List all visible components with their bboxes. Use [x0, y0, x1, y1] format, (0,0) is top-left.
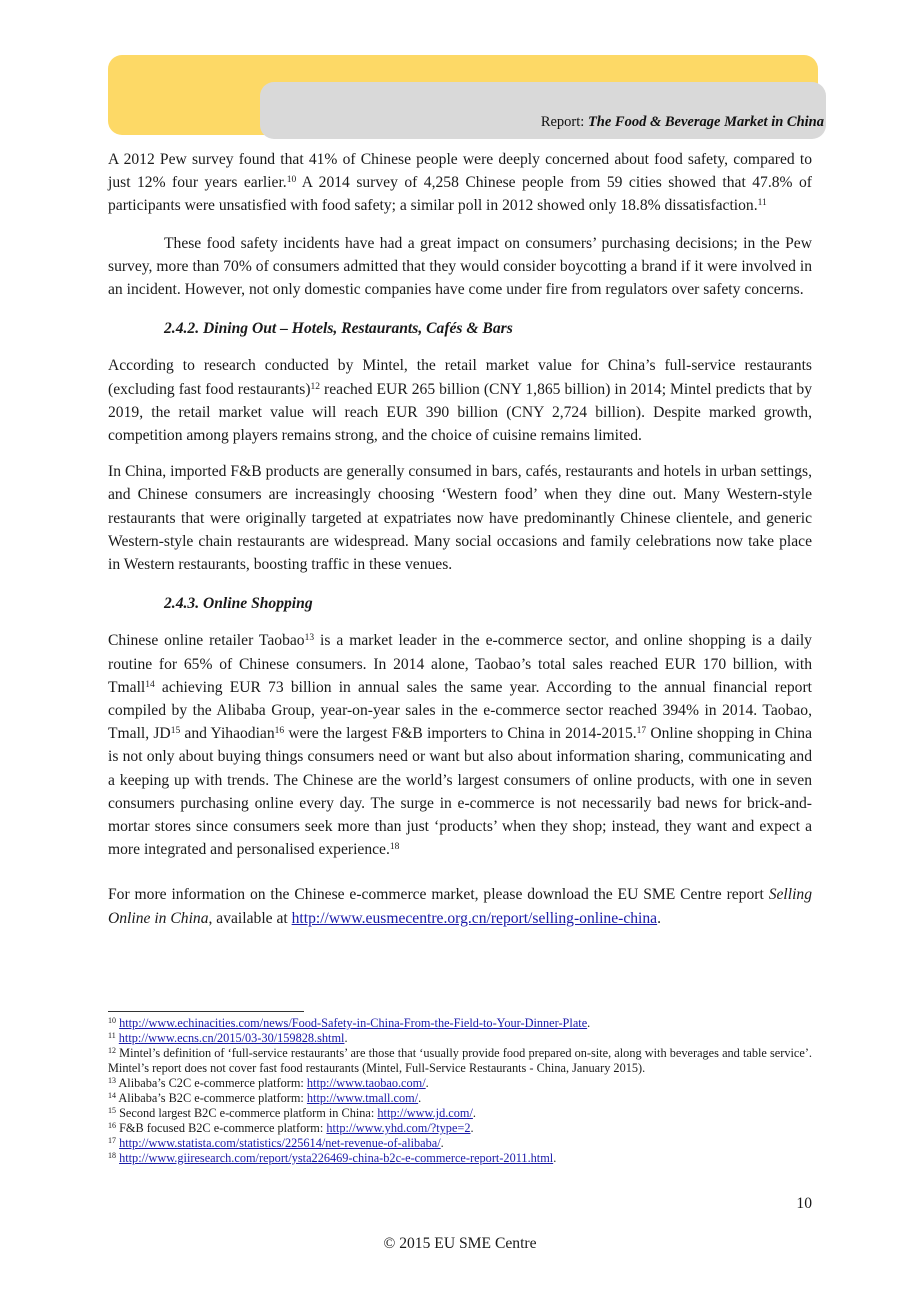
footnote-link[interactable]: http://www.echinacities.com/news/Food-Safety-in-China-From-the-Field-to-Your-Dinner-Plate	[119, 1016, 588, 1030]
footnotes-list	[108, 1016, 812, 1166]
footnote-number: 14	[108, 1091, 116, 1100]
footnote-link[interactable]: http://www.statista.com/statistics/225614/net-revenue-of-alibaba/	[119, 1136, 441, 1150]
footnote-item: $^{13}$ Alibaba’s C2C e-commerce platform: http://www.taobao.com/.	[108, 1076, 429, 1090]
footnote-number: 16	[108, 1121, 116, 1130]
paragraph-online-retail: Chinese online retailer Taobao$^{13}$ is a market leader in the e-commerce sector, and online shopping is a daily routine for 65% of Chinese consumers. In 2014 alone, Taobao’s total sales reached EUR 170 billion, with Tmall$^{14}$ achieving EUR 73 billion in annual sales the same year. According to the annual financial report compiled by the Alibaba Group, year-on-year sales in the e-commerce sector reached 394% in 2014. Taobao, Tmall, JD$^{15}$ and Yihaodian$^{16}$ were the largest F&B importers to China in 2014-2015.17 Online shopping in China is not only about buying things consumers need or want but also about information sharing, communicating and a keeping up with trends. The Chinese are the world’s largest consumers of online products, with one in seven consumers purchasing online every day. The surge in e-commerce is not necessarily bad news for brick-and-mortar stores since consumers seek more than just ‘products’ when they shop; instead, they want and expect a more integrated and personalised experience.$^{18}$	[108, 632, 812, 859]
paragraph-imported-fb: In China, imported F&B products are generally consumed in bars, cafés, restaurants and hotels in urban settings, and Chinese consumers are increasingly choosing ‘Western food’ when they dine out. Many Western-style restaurants that were originally targeted at expatriates now have predominantly Chinese clientele, and generic Western-style chain restaurants are widespread. Many social occasions and family celebrations now take place in Western restaurants, boosting traffic in these venues.	[108, 463, 812, 574]
paragraph-mintel-research: According to research conducted by Mintel, the retail market value for China’s full-service restaurants (excluding fast food restaurants)$^{12}$ reached EUR 265 billion (CNY 1,865 billion) in 2014; Mintel predicts that by 2019, the retail market value will reach EUR 390 billion (CNY 2,724 billion). Despite marked growth, competition among players remains strong, and the choice of cuisine remains limited.	[108, 357, 812, 445]
section-heading-dining-out: 2.4.2. Dining Out – Hotels, Restaurants, Cafés & Bars	[164, 320, 513, 338]
section-heading-online-shopping: 2.4.3. Online Shopping	[164, 595, 313, 613]
footnote-ref: 14	[145, 679, 155, 690]
footnote-ref: 10	[286, 175, 297, 186]
paragraph-food-safety-surveys: A 2012 Pew survey found that 41% of Chinese people were deeply concerned about food safety, compared to just 12% four years earlier.$^{10}$ A 2014 survey of 4,258 Chinese people from 59 cities showed that 47.8% of participants were unsatisfied with food safety; a similar poll in 2012 showed only 18.8% dissatisfaction.$^{11}$	[108, 151, 812, 215]
footnote-ref: 18	[389, 842, 400, 853]
footnote-divider	[108, 1011, 304, 1012]
report-link[interactable]: http://www.eusmecentre.org.cn/report/selling-online-china	[291, 909, 658, 927]
paragraph-more-information: For more information on the Chinese e-commerce market, please download the EU SME Centre report Selling Online in China, available at http://www.eusmecentre.org.cn/report/selling-online-china.	[108, 886, 812, 927]
footnotes-section	[108, 1011, 812, 1166]
report-name: Selling Online in China	[108, 886, 812, 927]
footnote-ref: 15	[170, 726, 181, 737]
footnote-ref: 16	[274, 726, 285, 737]
footnote-item: $^{11}$ http://www.ecns.cn/2015/03-30/159828.shtml.	[108, 1031, 348, 1045]
footnote-item: $^{17}$ http://www.statista.com/statistics/225614/net-revenue-of-alibaba/.	[108, 1136, 444, 1150]
copyright-footer: © 2015 EU SME Centre	[383, 1235, 537, 1252]
footnote-item: $^{18}$ http://www.giiresearch.com/report/ysta226469-china-b2c-e-commerce-report-2011.html.	[108, 1151, 557, 1165]
footnote-link[interactable]: http://www.yhd.com/?type=2	[326, 1121, 471, 1135]
footnote-item: $^{15}$ Second largest B2C e-commerce platform in China: http://www.jd.com/.	[108, 1106, 476, 1120]
footnote-item: $^{10}$ http://www.echinacities.com/news/Food-Safety-in-China-From-the-Field-to-Your-Dinner-Plate.	[108, 1016, 591, 1030]
footnote-link[interactable]: http://www.giiresearch.com/report/ysta226469-china-b2c-e-commerce-report-2011.html	[119, 1151, 554, 1165]
footnote-item: $^{16}$ F&B focused B2C e-commerce platform: http://www.yhd.com/?type=2.	[108, 1121, 474, 1135]
footnote-number: 12	[108, 1046, 116, 1055]
paragraph-consumer-impact: These food safety incidents have had a great impact on consumers’ purchasing decisions; in the Pew survey, more than 70% of consumers admitted that they would consider boycotting a brand if it were involved in an incident. However, not only domestic companies have come under fire from regulators over safety concerns.	[108, 234, 812, 299]
report-title: The Food & Beverage Market in China	[587, 114, 824, 130]
running-header: Report: The Food & Beverage Market in China	[540, 114, 824, 130]
footnote-link[interactable]: http://www.tmall.com/	[306, 1091, 419, 1105]
footnote-ref: 11	[757, 198, 767, 209]
footnote-number: 18	[108, 1151, 116, 1160]
footnote-number: 17	[108, 1136, 116, 1145]
footnote-ref: 17	[636, 726, 647, 737]
footnote-link[interactable]: http://www.taobao.com/	[306, 1076, 426, 1090]
footnote-number: 15	[108, 1106, 116, 1115]
main-content	[108, 148, 812, 930]
footnote-ref: 12	[310, 381, 321, 392]
footnote-number: 13	[108, 1076, 116, 1085]
footnote-link[interactable]: http://www.ecns.cn/2015/03-30/159828.shtml	[118, 1031, 345, 1045]
footnote-item: $^{14}$ Alibaba’s B2C e-commerce platform: http://www.tmall.com/.	[108, 1091, 422, 1105]
footnote-item: $^{12}$ Mintel’s definition of ‘full-service restaurants’ are those that ‘usually provide food prepared on-site, along with beverages and table service’. Mintel’s report does not cover fast food restaurants (Mintel, Full-Service Restaurants - China, January 2015).	[108, 1046, 813, 1075]
footnote-number: 11	[108, 1031, 116, 1040]
footnote-ref: 13	[304, 633, 315, 644]
footnote-link[interactable]: http://www.jd.com/	[377, 1106, 473, 1120]
page-number: 10	[796, 1195, 812, 1212]
footnote-number: 10	[108, 1016, 116, 1025]
